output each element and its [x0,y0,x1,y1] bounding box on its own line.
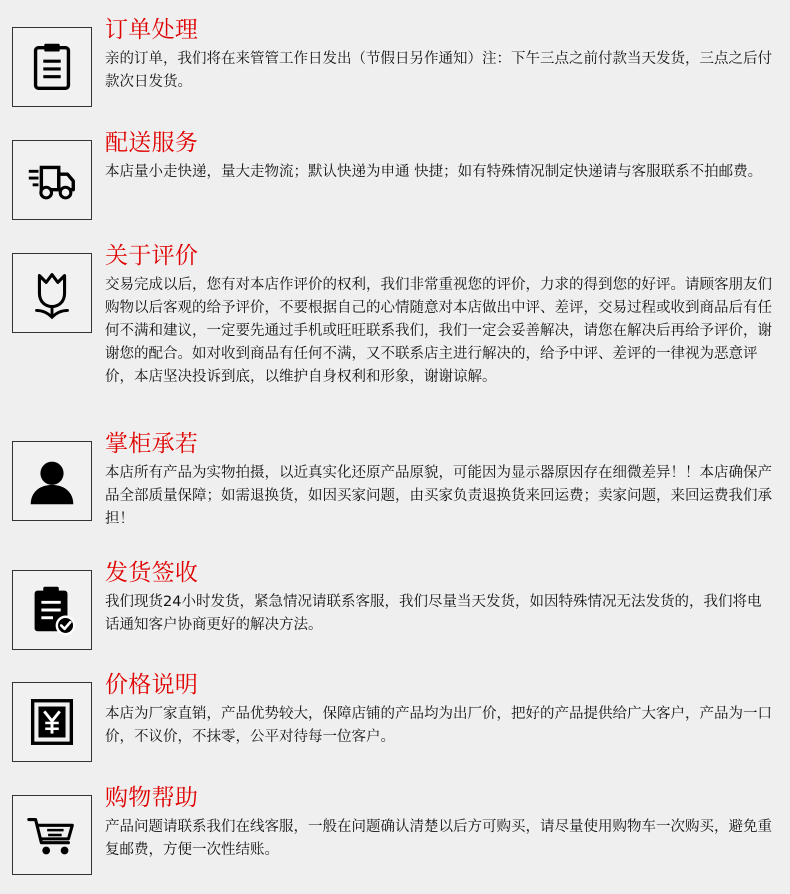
section-shopkeeper-promise [12,431,778,527]
delivery-truck-icon [12,140,92,220]
section-body: 交易完成以后，您有对本店作评价的权利，我们非常重视您的评价，力求的得到您的好评。请顾客朋友们购物以后客观的给予评价，不要根据自己的心情随意对本店做出中评、差评，交易过程或收到商品后有任何不满和建议，一定要先通过手机或旺旺联系我们，我们一定会妥善解决，请您在解决后再给予评价，谢谢您的配合。如对收到商品有任何不满，又不联系店主进行解决的，给予中评、差评的一律视为恶意评价，本店坚决投诉到底，以维护自身权利和形象，谢谢谅解。 [105,277,772,385]
section-title: 配送服务 [105,130,199,156]
section-shopping-help [12,785,778,877]
section-body: 我们现货24小时发货，紧急情况请联系客服，我们尽量当天发货，如因特殊情况无法发货的，我们将电话通知客户协商更好的解决方法。 [105,594,762,633]
section-body: 本店为厂家直销，产品优势较大，保障店铺的产品均为出厂价，把好的产品提供给广大客户，产品为一口价，不议价，不抹零，公平对待每一位客户。 [105,706,772,745]
checklist-icon [12,570,92,650]
section-shipping-receipt [12,560,778,652]
section-body: 本店量小走快递，量大走物流；默认快递为申通 快捷；如有特殊情况制定快递请与客服联系不拍邮费。 [105,164,763,180]
tulip-icon [12,253,92,333]
clipboard-icon [12,27,92,107]
section-body: 产品问题请联系我们在线客服，一般在问题确认清楚以后方可购买，请尽量使用购物车一次购买，避免重复邮费，方便一次性结账。 [105,819,772,858]
section-delivery-service [12,130,778,222]
section-title: 购物帮助 [105,785,199,811]
section-price-description [12,672,778,764]
section-order-processing [12,17,778,109]
section-body: 亲的订单，我们将在来管管工作日发出（节假日另作通知）注：下午三点之前付款当天发货，三点之后付款次日发货。 [105,51,772,90]
section-title: 掌柜承若 [105,431,199,457]
shopping-cart-icon [12,795,92,875]
yen-icon [12,682,92,762]
user-icon [12,441,92,521]
section-title: 关于评价 [105,243,199,269]
section-body: 本店所有产品为实物拍摄，以近真实化还原产品原貌，可能因为显示器原因存在细微差异！！本店确保产品全部质量保障；如需退换货，如因买家问题，由买家负责退换货来回运费；卖家问题，来回运费我们承担！ [105,465,772,527]
section-about-reviews [12,243,778,385]
section-title: 价格说明 [105,672,199,698]
section-title: 订单处理 [105,17,199,43]
section-title: 发货签收 [105,560,199,586]
